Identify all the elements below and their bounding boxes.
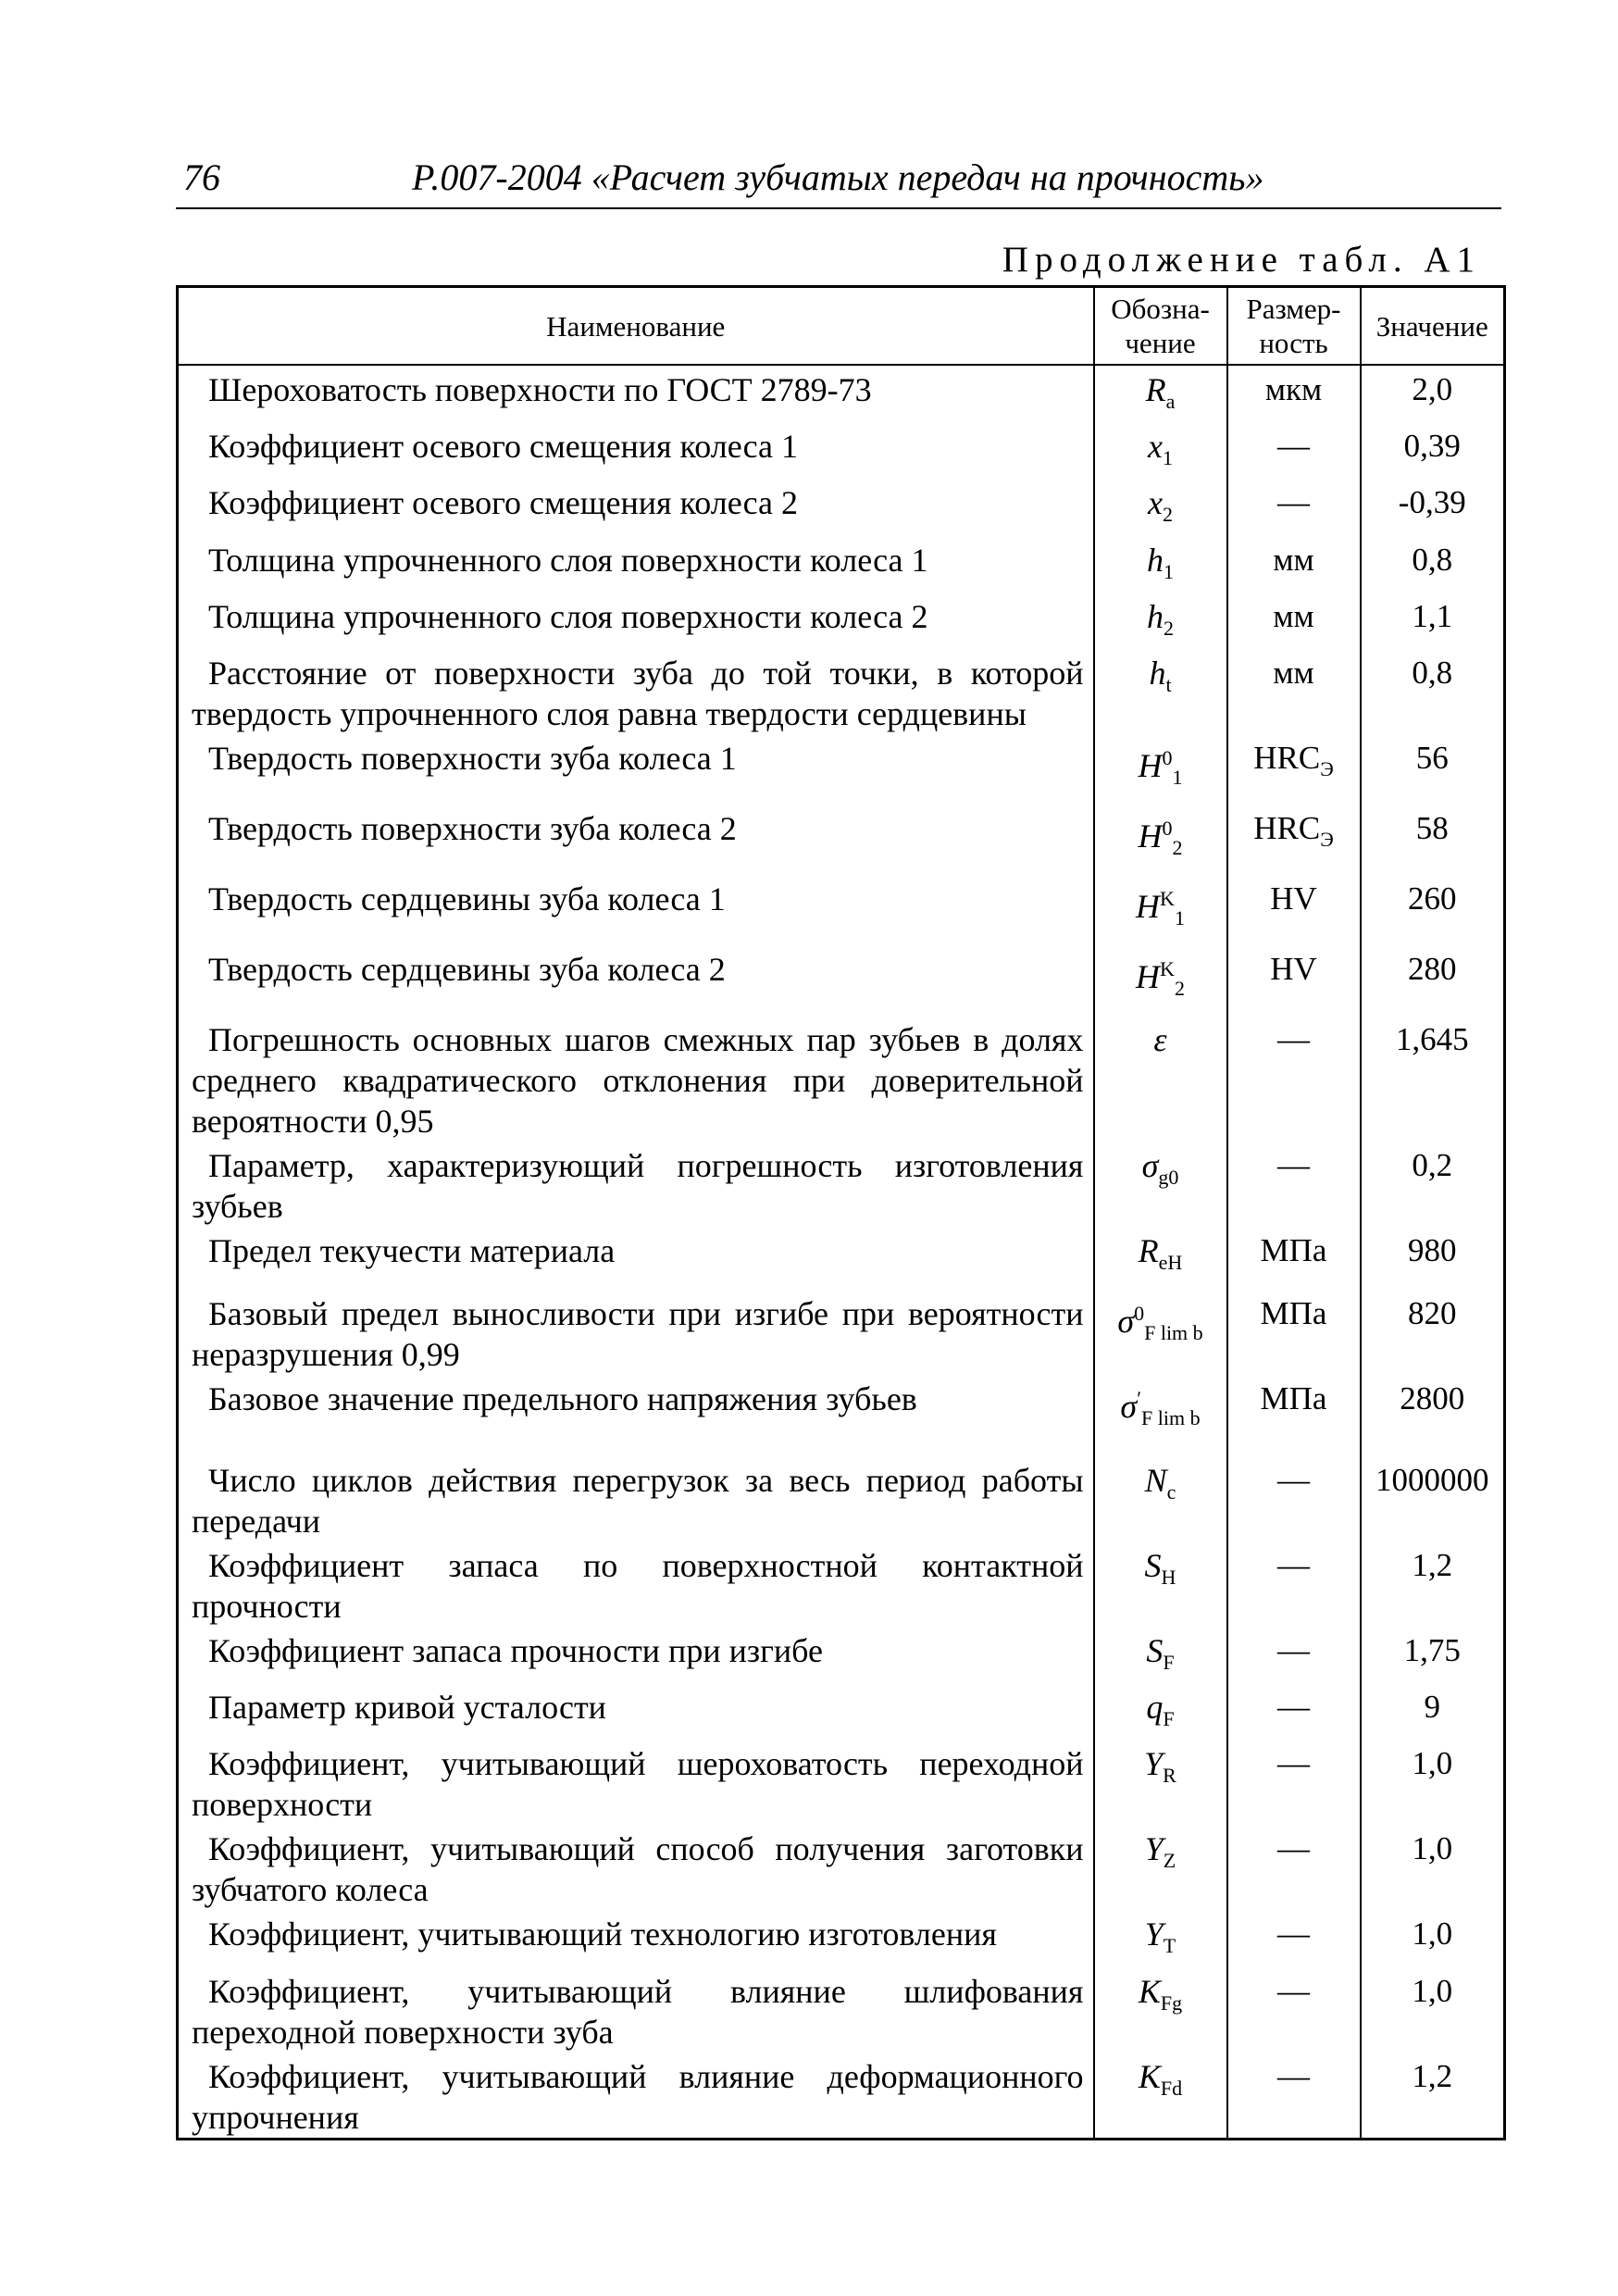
row-value: 1,1	[1361, 593, 1505, 649]
symbol-subscript: t	[1165, 673, 1172, 697]
column-header-name: Наименование	[178, 287, 1094, 366]
unit-text: мм	[1273, 597, 1314, 634]
document-title: Р.007-2004 «Расчет зубчатых передач на прочность»	[412, 156, 1264, 198]
row-unit	[1227, 1456, 1361, 1541]
table-row	[178, 1456, 1505, 1541]
row-value: 1,645	[1361, 1016, 1505, 1142]
symbol-subscript: F lim b	[1144, 1321, 1203, 1345]
symbol-superscript: 0	[1162, 816, 1173, 840]
unit-text: —	[1277, 1020, 1310, 1057]
symbol-subscript: 2	[1172, 836, 1183, 860]
table-row	[178, 1825, 1505, 1910]
table-row	[178, 1227, 1505, 1290]
row-symbol	[1094, 1375, 1227, 1456]
row-symbol	[1094, 1825, 1227, 1910]
symbol-base: H	[1138, 746, 1163, 784]
symbol-base: R	[1138, 1231, 1159, 1269]
symbol-superscript: 0	[1134, 1301, 1145, 1325]
unit-subscript: Э	[1320, 827, 1334, 851]
row-value: 1,0	[1361, 1910, 1505, 1966]
unit-text: —	[1277, 1830, 1310, 1867]
symbol-base: σ	[1120, 1387, 1138, 1425]
symbol-base: h	[1149, 654, 1166, 692]
table-row	[178, 1740, 1505, 1825]
row-symbol	[1094, 1290, 1227, 1375]
unit-text: HRC	[1253, 809, 1321, 846]
symbol-subscript: F	[1163, 1707, 1175, 1731]
row-name: Коэффициент, учитывающий способ получения заготовки зубчатого колеса	[178, 1825, 1094, 1910]
row-symbol	[1094, 422, 1227, 479]
row-value: 1,2	[1361, 1541, 1505, 1627]
unit-text: —	[1277, 1461, 1310, 1498]
row-value: 9	[1361, 1683, 1505, 1740]
row-unit	[1227, 1967, 1361, 2053]
row-value: 280	[1361, 945, 1505, 1016]
row-name: Параметр кривой усталости	[178, 1683, 1094, 1740]
symbol-base: H	[1138, 817, 1163, 855]
symbol-base: σ	[1141, 1146, 1159, 1184]
row-unit	[1227, 875, 1361, 945]
row-name: Параметр, характеризующий погрешность изготовления зубьев	[178, 1142, 1094, 1227]
symbol-base: h	[1147, 541, 1164, 579]
row-name: Твердость сердцевины зуба колеса 1	[178, 875, 1094, 945]
parameters-table	[176, 285, 1506, 2140]
table-row	[178, 1142, 1505, 1227]
row-name: Базовое значение предельного напряжения зубьев	[178, 1375, 1094, 1456]
table-row	[178, 734, 1505, 805]
row-name: Твердость сердцевины зуба колеса 2	[178, 945, 1094, 1016]
column-header-unit: Размер-ность	[1227, 287, 1361, 366]
row-symbol	[1094, 945, 1227, 1016]
row-value: 56	[1361, 734, 1505, 805]
row-symbol	[1094, 1016, 1227, 1142]
row-value: 1,2	[1361, 2053, 1505, 2140]
row-symbol	[1094, 536, 1227, 593]
row-unit	[1227, 593, 1361, 649]
symbol-subscript: T	[1163, 1934, 1176, 1958]
row-symbol	[1094, 1740, 1227, 1825]
row-name: Шероховатость поверхности по ГОСТ 2789-73	[178, 365, 1094, 422]
row-symbol	[1094, 875, 1227, 945]
row-value: 0,39	[1361, 422, 1505, 479]
unit-text: —	[1277, 1745, 1310, 1782]
row-unit	[1227, 1016, 1361, 1142]
unit-text: мкм	[1264, 371, 1323, 407]
row-symbol	[1094, 2053, 1227, 2140]
row-unit	[1227, 1375, 1361, 1456]
table-row	[178, 2053, 1505, 2140]
symbol-subscript: Z	[1163, 1849, 1176, 1873]
row-symbol	[1094, 1967, 1227, 2053]
row-value: -0,39	[1361, 479, 1505, 535]
symbol-subscript: 2	[1174, 977, 1185, 1001]
unit-text: —	[1277, 1689, 1310, 1726]
table-row	[178, 1375, 1505, 1456]
table-row	[178, 365, 1505, 422]
unit-text: HV	[1270, 880, 1317, 917]
row-name: Коэффициент, учитывающий влияние шлифования переходной поверхности зуба	[178, 1967, 1094, 2053]
table-row	[178, 593, 1505, 649]
row-unit	[1227, 1227, 1361, 1290]
row-symbol	[1094, 1541, 1227, 1627]
row-value: 0,2	[1361, 1142, 1505, 1227]
symbol-base: Y	[1144, 1830, 1164, 1868]
row-name: Предел текучести материала	[178, 1227, 1094, 1290]
table-row	[178, 1290, 1505, 1375]
row-symbol	[1094, 1627, 1227, 1683]
unit-text: HV	[1270, 950, 1317, 987]
symbol-superscript: 0	[1162, 745, 1173, 769]
row-unit	[1227, 1541, 1361, 1627]
table-row	[178, 479, 1505, 535]
symbol-base: x	[1148, 484, 1163, 522]
row-name: Коэффициент, учитывающий влияние деформационного упрочнения	[178, 2053, 1094, 2140]
unit-text: —	[1277, 1546, 1310, 1583]
table-row	[178, 805, 1505, 875]
row-value: 58	[1361, 805, 1505, 875]
row-unit	[1227, 479, 1361, 535]
symbol-subscript: 2	[1162, 503, 1173, 527]
row-name: Погрешность основных шагов смежных пар зубьев в долях среднего квадратического отклонения при доверительной вероятности 0,95	[178, 1016, 1094, 1142]
symbol-subscript: R	[1163, 1764, 1176, 1788]
symbol-base: K	[1138, 2057, 1161, 2095]
symbol-base: Y	[1144, 1915, 1164, 1953]
row-name: Расстояние от поверхности зуба до той точки, в которой твердость упрочненного слоя равна твердости сердцевины	[178, 649, 1094, 734]
symbol-subscript: H	[1161, 1566, 1176, 1590]
symbol-base: R	[1145, 371, 1166, 408]
symbol-base: Y	[1144, 1745, 1164, 1783]
row-name: Коэффициент осевого смещения колеса 1	[178, 422, 1094, 479]
unit-text: мм	[1273, 654, 1314, 691]
row-name: Коэффициент запаса по поверхностной контактной прочности	[178, 1541, 1094, 1627]
table-row	[178, 1683, 1505, 1740]
row-value: 2800	[1361, 1375, 1505, 1456]
row-value: 1000000	[1361, 1456, 1505, 1541]
symbol-superscript: ′	[1137, 1386, 1141, 1410]
row-name: Базовый предел выносливости при изгибе при вероятности неразрушения 0,99	[178, 1290, 1094, 1375]
unit-text: —	[1277, 1915, 1310, 1953]
row-value: 260	[1361, 875, 1505, 945]
unit-text: —	[1277, 1972, 1310, 2009]
table-header-row	[178, 287, 1505, 366]
symbol-subscript: 2	[1164, 616, 1174, 640]
table-continuation-label: Продолжение табл. А1	[1002, 240, 1481, 280]
row-unit	[1227, 2053, 1361, 2140]
row-unit	[1227, 1825, 1361, 1910]
symbol-base: S	[1144, 1546, 1162, 1584]
row-name: Твердость поверхности зуба колеса 2	[178, 805, 1094, 875]
row-symbol	[1094, 734, 1227, 805]
row-unit	[1227, 422, 1361, 479]
symbol-subscript: eH	[1158, 1251, 1183, 1275]
symbol-base: ε	[1153, 1020, 1167, 1058]
row-value: 2,0	[1361, 365, 1505, 422]
symbol-base: x	[1148, 428, 1163, 466]
table-row	[178, 1967, 1505, 2053]
unit-text: мм	[1273, 541, 1314, 578]
unit-text: —	[1277, 1146, 1310, 1183]
symbol-base: K	[1138, 1972, 1161, 2010]
row-name: Толщина упрочненного слоя поверхности колеса 1	[178, 536, 1094, 593]
row-value: 0,8	[1361, 536, 1505, 593]
symbol-superscript: K	[1160, 956, 1175, 980]
header-rule	[176, 207, 1501, 209]
row-name: Число циклов действия перегрузок за весь период работы передачи	[178, 1456, 1094, 1541]
row-name: Твердость поверхности зуба колеса 1	[178, 734, 1094, 805]
row-symbol	[1094, 649, 1227, 734]
row-name: Коэффициент, учитывающий шероховатость переходной поверхности	[178, 1740, 1094, 1825]
table-row	[178, 422, 1505, 479]
symbol-base: h	[1147, 597, 1164, 635]
symbol-base: H	[1136, 887, 1161, 925]
symbol-subscript: Fd	[1160, 2076, 1183, 2100]
symbol-subscript: 1	[1162, 446, 1173, 470]
row-name: Коэффициент запаса прочности при изгибе	[178, 1627, 1094, 1683]
table-row	[178, 1016, 1505, 1142]
unit-text: МПа	[1260, 1379, 1327, 1416]
row-symbol	[1094, 593, 1227, 649]
table-body	[178, 365, 1505, 2139]
row-name: Толщина упрочненного слоя поверхности колеса 2	[178, 593, 1094, 649]
symbol-subscript: g0	[1158, 1166, 1179, 1190]
symbol-superscript: K	[1160, 886, 1175, 910]
row-unit	[1227, 945, 1361, 1016]
row-symbol	[1094, 1910, 1227, 1966]
symbol-base: N	[1144, 1461, 1167, 1499]
row-unit	[1227, 365, 1361, 422]
row-value: 1,0	[1361, 1740, 1505, 1825]
unit-text: HRC	[1253, 739, 1321, 776]
symbol-subscript: F lim b	[1141, 1406, 1201, 1430]
page-number: 76	[183, 156, 220, 198]
row-unit	[1227, 1683, 1361, 1740]
row-symbol	[1094, 479, 1227, 535]
row-symbol	[1094, 1456, 1227, 1541]
row-unit	[1227, 1627, 1361, 1683]
unit-text: —	[1277, 484, 1310, 521]
row-symbol	[1094, 1227, 1227, 1290]
symbol-subscript: 1	[1172, 766, 1183, 790]
row-value: 820	[1361, 1290, 1505, 1375]
symbol-subscript: c	[1166, 1480, 1176, 1504]
row-unit	[1227, 536, 1361, 593]
row-unit	[1227, 1290, 1361, 1375]
row-symbol	[1094, 365, 1227, 422]
row-unit	[1227, 1142, 1361, 1227]
row-unit	[1227, 805, 1361, 875]
unit-text: МПа	[1260, 1231, 1327, 1268]
row-name: Коэффициент осевого смещения колеса 2	[178, 479, 1094, 535]
symbol-subscript: Fg	[1160, 1990, 1183, 2015]
table-row	[178, 875, 1505, 945]
row-unit	[1227, 1740, 1361, 1825]
row-value: 1,75	[1361, 1627, 1505, 1683]
symbol-subscript: 1	[1164, 559, 1174, 583]
running-header	[176, 156, 1500, 211]
symbol-base: S	[1146, 1631, 1164, 1669]
row-value: 1,0	[1361, 1825, 1505, 1910]
symbol-subscript: a	[1165, 390, 1176, 414]
row-unit	[1227, 734, 1361, 805]
column-header-symbol: Обозна-чение	[1094, 287, 1227, 366]
symbol-base: σ	[1117, 1302, 1135, 1340]
row-unit	[1227, 1910, 1361, 1966]
table-row	[178, 1910, 1505, 1966]
row-value: 1,0	[1361, 1967, 1505, 2053]
unit-text: —	[1277, 428, 1310, 465]
column-header-value: Значение	[1361, 287, 1505, 366]
symbol-base: H	[1136, 957, 1161, 995]
row-value: 0,8	[1361, 649, 1505, 734]
unit-text: МПа	[1260, 1294, 1327, 1331]
row-symbol	[1094, 1142, 1227, 1227]
table-row	[178, 649, 1505, 734]
table-row	[178, 1627, 1505, 1683]
row-value: 980	[1361, 1227, 1505, 1290]
table-row	[178, 945, 1505, 1016]
row-symbol	[1094, 1683, 1227, 1740]
row-symbol	[1094, 805, 1227, 875]
unit-subscript: Э	[1320, 756, 1334, 780]
row-name: Коэффициент, учитывающий технологию изготовления	[178, 1910, 1094, 1966]
row-unit	[1227, 649, 1361, 734]
symbol-subscript: 1	[1174, 906, 1185, 930]
table-row	[178, 1541, 1505, 1627]
symbol-subscript: F	[1163, 1651, 1175, 1675]
unit-text: —	[1277, 2057, 1310, 2094]
table-row	[178, 536, 1505, 593]
unit-text: —	[1277, 1631, 1310, 1668]
symbol-base: q	[1146, 1689, 1164, 1727]
